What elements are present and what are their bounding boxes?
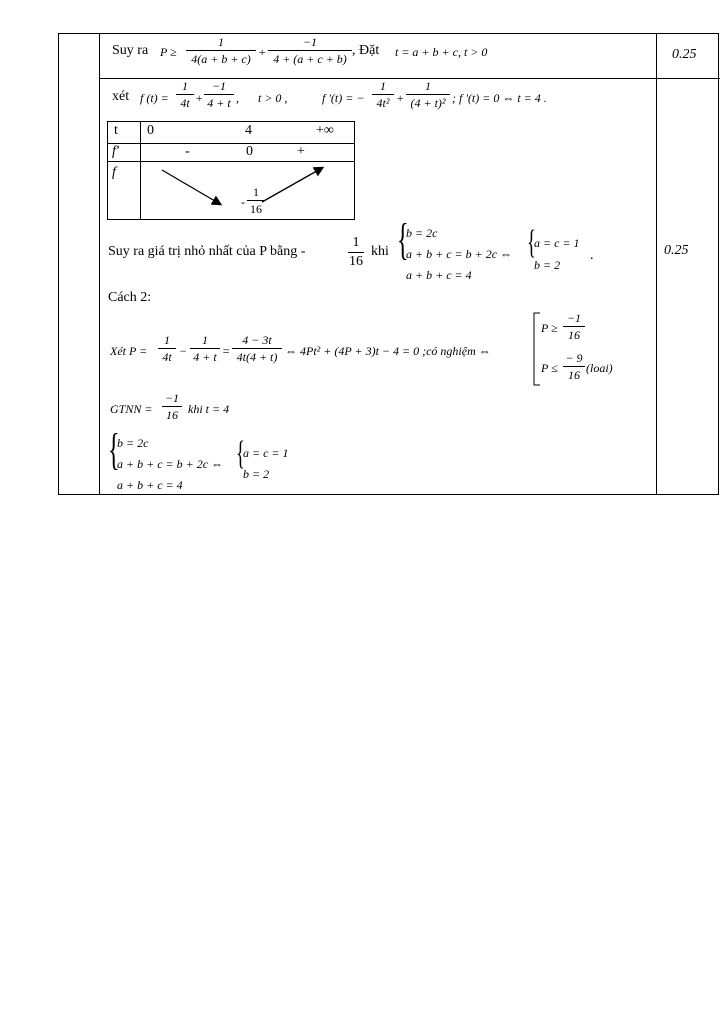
cach2-c1-frac: $\frac{-1}{16}$ xyxy=(563,312,585,341)
row2-cond: t > 0 , xyxy=(258,91,288,105)
row2-d-frac2: $\frac{1}{\text{(4 + t)²}}$ xyxy=(406,80,450,109)
conclusion-khi: khi xyxy=(371,244,389,259)
vt-t-four: 4 xyxy=(245,123,252,138)
row2-f-plus: + xyxy=(195,91,204,105)
row1-dat-label: , Đặt xyxy=(352,43,380,58)
row2-d-frac1: $\frac{1}{\text{4t²}}$ xyxy=(372,80,394,109)
vt-min-frac: $\frac{1}{16}$ xyxy=(247,186,265,215)
row2-d-tail: ; f '(t) = 0 ⇔ t = 4 . xyxy=(452,91,547,105)
cach2-sys3: a + b + c = 4 xyxy=(117,478,183,492)
conclusion-res1: a = c = 1 xyxy=(534,236,580,250)
cach2-sys2: a + b + c = b + 2c ⇔ xyxy=(117,457,224,471)
row2-score: 0.25 xyxy=(664,243,689,258)
row2-xet: xét xyxy=(112,89,130,104)
cach2-f1: $\frac{1}{4t}$ xyxy=(158,334,176,363)
cach2-c2-pre: P ≤ xyxy=(541,361,558,375)
row1-frac1: $\frac{1}{4(a + b + c)}$ xyxy=(186,36,256,65)
vt-f-label: f xyxy=(112,165,116,180)
vt-fprime-plus: + xyxy=(297,144,305,159)
left-brace-icon: { xyxy=(236,435,245,472)
vt-fprime-minus: - xyxy=(185,144,190,159)
conclusion-sys2: a + b + c = b + 2c ⇔ xyxy=(406,247,513,261)
cach2-f3: $\frac{4 - 3t}{4t(4 + t)}$ xyxy=(232,334,282,363)
cach2-gtnn-frac: $\frac{-1}{16}$ xyxy=(162,392,182,421)
conclusion-res2: b = 2 xyxy=(534,258,561,272)
cach2-res2: b = 2 xyxy=(243,467,270,481)
cach2-gtnn-pre: GTNN = xyxy=(110,402,153,416)
cach2-res1: a = c = 1 xyxy=(243,446,289,460)
row1-score: 0.25 xyxy=(672,47,697,62)
conclusion-frac: $\frac{1}{16}$ xyxy=(349,235,363,269)
conclusion-sys3: a + b + c = 4 xyxy=(406,268,472,282)
row1-plus: + xyxy=(258,45,267,59)
row2-f-frac1: $\frac{1}{4t}$ xyxy=(176,80,194,109)
increasing-arrow-icon xyxy=(262,168,322,202)
left-brace-icon: { xyxy=(527,224,536,261)
variation-arrows xyxy=(150,160,340,220)
conclusion-text: Suy ra giá trị nhỏ nhất của P bằng - xyxy=(108,244,306,259)
decreasing-arrow-icon xyxy=(162,170,220,204)
row2-f-frac2: $\frac{-1}{4 + t}$ xyxy=(204,80,234,109)
row1-lead: Suy ra xyxy=(112,43,149,58)
column-divider-2 xyxy=(656,34,657,494)
vt-t-inf: +∞ xyxy=(316,123,334,138)
row2-d-plus: + xyxy=(396,91,405,105)
left-brace-icon: { xyxy=(397,215,409,264)
cach2-xet: Xét P = xyxy=(110,344,148,358)
vt-fprime-zero: 0 xyxy=(246,144,253,159)
vt-min-sign: - xyxy=(241,195,245,209)
cach2-c2-post: (loai) xyxy=(586,361,613,375)
left-brace-icon: { xyxy=(108,425,120,474)
conclusion-dot: . xyxy=(590,248,594,263)
cach2-gtnn-post: khi t = 4 xyxy=(188,402,230,416)
cach2-eq: = xyxy=(222,344,231,358)
vt-t-label: t xyxy=(114,123,118,138)
cach2-c1-pre: P ≥ xyxy=(541,321,558,335)
row1-dat-expr: t = a + b + c, t > 0 xyxy=(395,45,488,59)
cach2-c2-frac: $\frac{- 9}{16}$ xyxy=(563,352,585,381)
vt-t-zero: 0 xyxy=(147,123,154,138)
cach2-minus: − xyxy=(179,344,188,358)
row-divider-score xyxy=(656,78,720,79)
row1-frac2: $\frac{-1}{4 + (a + c + b)}$ xyxy=(268,36,352,65)
cach2-equiv: ⇔ 4Pt² + (4P + 3)t − 4 = 0 ;có nghiệm ⇔ xyxy=(285,344,491,358)
column-divider-1 xyxy=(99,34,100,494)
row2-f-comma: , xyxy=(236,91,239,105)
row2-f-def: f (t) = xyxy=(140,91,169,105)
row2-deriv: f '(t) = − xyxy=(322,91,365,105)
cach2-title: Cách 2: xyxy=(108,290,152,305)
cach2-f2: $\frac{1}{4 + t}$ xyxy=(190,334,220,363)
vt-fprime-label: f' xyxy=(112,144,119,159)
cach2-sys1: b = 2c xyxy=(117,436,149,450)
conclusion-sys1: b = 2c xyxy=(406,226,438,240)
row1-ineq: P ≥ xyxy=(160,45,177,59)
